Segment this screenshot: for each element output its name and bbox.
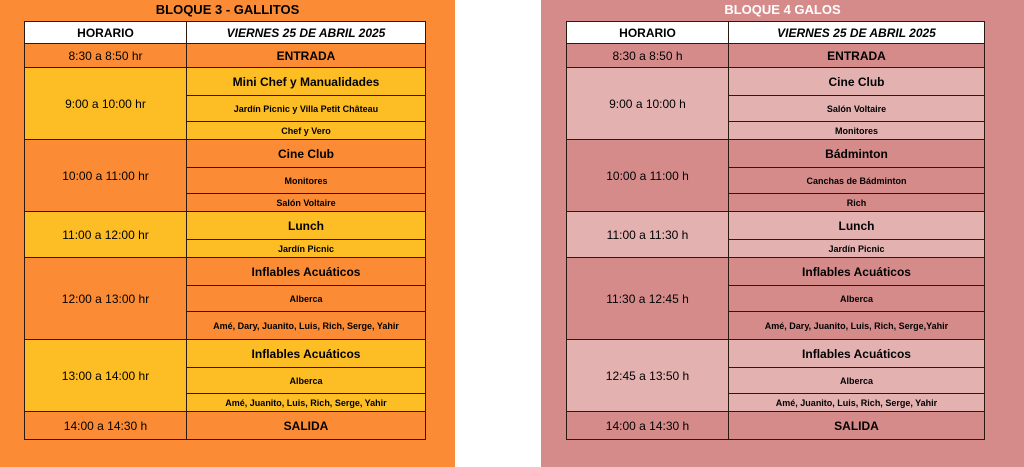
table-row (567, 44, 985, 68)
column-header-time: HORARIO (25, 22, 187, 44)
schedule-table (566, 21, 985, 440)
time-cell: 9:00 a 10:00 h (567, 68, 729, 140)
table-row (25, 412, 426, 440)
activity-cell: Cine Club (187, 140, 426, 168)
schedule-panel-gallitos (0, 0, 455, 467)
staff-cell: Amé, Dary, Juanito, Luis, Rich, Serge, Yahir (187, 312, 426, 340)
activity-cell: Cine Club (729, 68, 985, 96)
activity-cell: Lunch (187, 212, 426, 240)
place-cell: Salón Voltaire (187, 194, 426, 212)
time-cell: 10:00 a 11:00 hr (25, 140, 187, 212)
table-row (25, 44, 426, 68)
table-row (567, 412, 985, 440)
time-cell: 12:45 a 13:50 h (567, 340, 729, 412)
activity-cell: Bádminton (729, 140, 985, 168)
activity-cell: Inflables Acuáticos (729, 340, 985, 368)
activity-cell: Inflables Acuáticos (187, 340, 426, 368)
place-cell: Alberca (729, 368, 985, 394)
time-cell: 8:30 a 8:50 hr (25, 44, 187, 68)
staff-cell: Amé, Juanito, Luis, Rich, Serge, Yahir (187, 394, 426, 412)
schedule-table (24, 21, 426, 440)
schedule-panel-galos (541, 0, 1024, 467)
place-cell: Salón Voltaire (729, 96, 985, 122)
staff-cell: Chef y Vero (187, 122, 426, 140)
time-cell: 13:00 a 14:00 hr (25, 340, 187, 412)
table-row (567, 258, 985, 286)
panel-title: BLOQUE 4 GALOS (724, 2, 841, 17)
activity-cell: SALIDA (729, 412, 985, 440)
table-row (567, 140, 985, 168)
staff-cell: Amé, Dary, Juanito, Luis, Rich, Serge,Yahir (729, 312, 985, 340)
place-cell: Alberca (187, 286, 426, 312)
time-cell: 14:00 a 14:30 h (25, 412, 187, 440)
time-cell: 11:00 a 12:00 hr (25, 212, 187, 258)
place-cell: Jardín Picnic y Villa Petit Château (187, 96, 426, 122)
activity-cell: Inflables Acuáticos (187, 258, 426, 286)
time-cell: 11:00 a 11:30 h (567, 212, 729, 258)
table-row (567, 340, 985, 368)
activity-cell: ENTRADA (187, 44, 426, 68)
time-cell: 8:30 a 8:50 h (567, 44, 729, 68)
time-cell: 10:00 a 11:00 h (567, 140, 729, 212)
place-cell: Alberca (187, 368, 426, 394)
staff-cell: Monitores (187, 168, 426, 194)
staff-cell: Monitores (729, 122, 985, 140)
activity-cell: Mini Chef y Manualidades (187, 68, 426, 96)
activity-cell: SALIDA (187, 412, 426, 440)
staff-cell: Amé, Juanito, Luis, Rich, Serge, Yahir (729, 394, 985, 412)
place-cell: Jardín Picnic (187, 240, 426, 258)
place-cell: Canchas de Bádminton (729, 168, 985, 194)
time-cell: 9:00 a 10:00 hr (25, 68, 187, 140)
activity-cell: Lunch (729, 212, 985, 240)
panel-title: BLOQUE 3 - GALLITOS (155, 2, 300, 17)
place-cell: Jardín Picnic (729, 240, 985, 258)
activity-cell: ENTRADA (729, 44, 985, 68)
table-row (25, 212, 426, 240)
table-row (25, 258, 426, 286)
column-header-time: HORARIO (567, 22, 729, 44)
table-row (25, 340, 426, 368)
activity-cell: Inflables Acuáticos (729, 258, 985, 286)
time-cell: 14:00 a 14:30 h (567, 412, 729, 440)
table-row (567, 68, 985, 96)
table-row (25, 68, 426, 96)
staff-cell: Rich (729, 194, 985, 212)
column-header-day: VIERNES 25 DE ABRIL 2025 (187, 22, 426, 44)
table-row (567, 212, 985, 240)
time-cell: 11:30 a 12:45 h (567, 258, 729, 340)
time-cell: 12:00 a 13:00 hr (25, 258, 187, 340)
column-header-day: VIERNES 25 DE ABRIL 2025 (729, 22, 985, 44)
place-cell: Alberca (729, 286, 985, 312)
table-row (25, 140, 426, 168)
